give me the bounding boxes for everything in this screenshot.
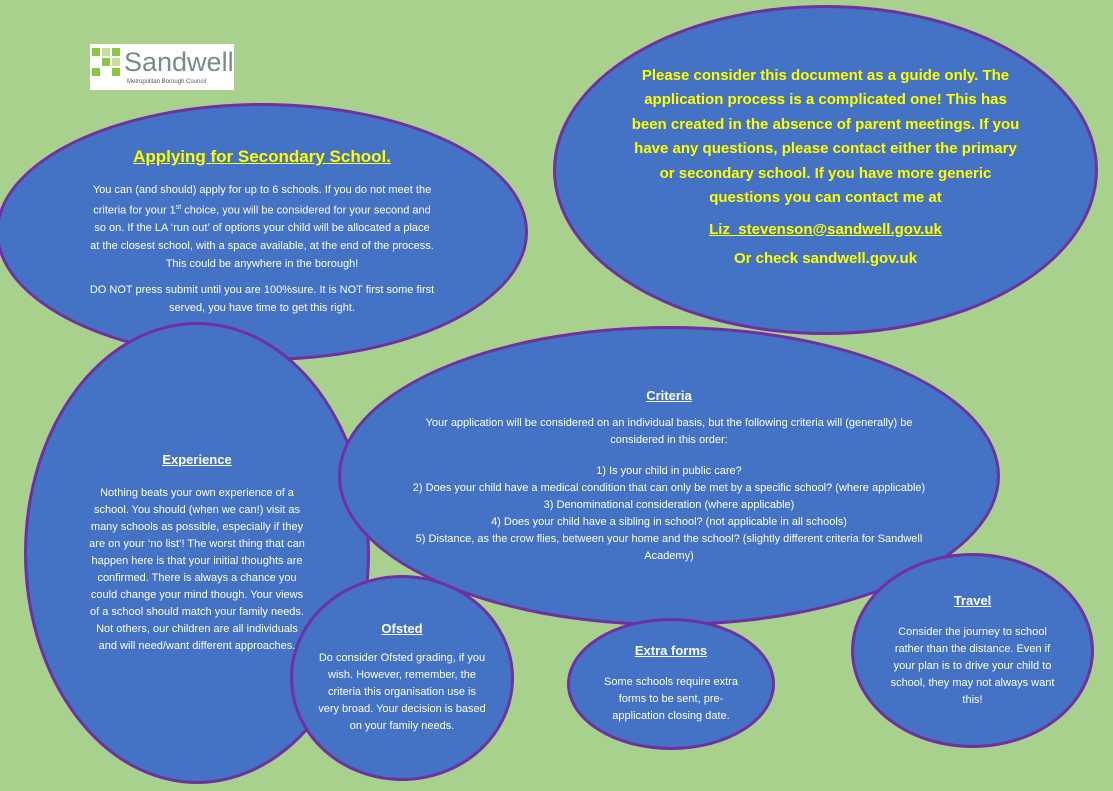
applying-p1-part-b: choice, you will be considered for your second and so on. If the LA ‘run out’ of options your child will be allocated a place at the closest school, with a space available, at the end of the process. This could be anywhere in the borough!: [90, 204, 434, 271]
ofsted-bubble: [290, 575, 514, 781]
travel-text: Consider the journey to school rather than the distance. Even if your plan is to drive your child to school, they may not always want this!: [890, 625, 1055, 706]
extra-forms-text: Some schools require extra forms to be sent, pre-application closing date.: [604, 676, 738, 722]
guide-bubble: [553, 5, 1098, 335]
extra-forms-bubble: [567, 618, 775, 750]
criteria-item: 3) Denominational consideration (where applicable): [543, 498, 795, 511]
travel-bubble: [851, 553, 1094, 748]
applying-title: Applying for Secondary School.: [133, 146, 391, 166]
experience-text: Nothing beats your own experience of a school. You should (when we can!) visit as many schools as possible, especially if they are on your ‘no list’! The worst thing that can happen here is that your initial thoughts are confirmed. There is always a chance you could change your mind though. Your views of a school should match your family needs. Not others, our children are all individuals and will need/want different approaches.: [89, 486, 305, 652]
ofsted-text: Do consider Ofsted grading, if you wish. However, remember, the criteria this organisation use is very broad. Your decision is based on your family needs.: [318, 652, 486, 732]
sandwell-logo: [90, 44, 234, 90]
logo-name: Sandwell: [124, 47, 234, 77]
ofsted-heading: Ofsted: [381, 621, 423, 636]
guide-text: Please consider this document as a guide only. The application process is a complicated one! This has been created in the absence of parent meetings. If you have any questions, please contact either the primary or secondary school. If you have more generic questions you can contact me at: [631, 66, 1020, 206]
criteria-heading: Criteria: [646, 387, 692, 403]
contact-email-link[interactable]: Liz_stevenson@sandwell.gov.uk: [709, 220, 942, 238]
travel-heading: Travel: [953, 592, 992, 608]
applying-p1-superscript: st: [175, 203, 182, 211]
logo-subtitle: Metropolitan Borough Council: [127, 79, 207, 85]
applying-bubble: [0, 103, 528, 361]
criteria-list: [401, 463, 937, 565]
applying-paragraph-1: [89, 181, 435, 274]
experience-heading: Experience: [162, 451, 232, 467]
extra-forms-heading: Extra forms: [634, 643, 708, 658]
check-website-text: Or check sandwell.gov.uk: [733, 249, 918, 267]
criteria-item: 2) Does your child have a medical condition that can only be met by a specific school? (where applicable): [412, 481, 926, 494]
applying-p1-part-a: You can (and should) apply for up to 6 schools. If you do not meet the criteria for your 1: [92, 183, 432, 217]
checkered-logo-icon: [92, 48, 120, 76]
criteria-item: 1) Is your child in public care?: [596, 464, 742, 477]
criteria-item: 4) Does your child have a sibling in school? (not applicable in all schools): [491, 515, 847, 528]
criteria-intro: Your application will be considered on an individual basis, but the following criteria will (generally) be considered in this order:: [425, 416, 913, 446]
criteria-item: 5) Distance, as the crow flies, between your home and the school? (slightly different criteria for Sandwell Academy): [415, 532, 923, 562]
applying-paragraph-2: DO NOT press submit until you are 100%sure. It is NOT first some first served, you have time to get this right.: [89, 284, 435, 315]
